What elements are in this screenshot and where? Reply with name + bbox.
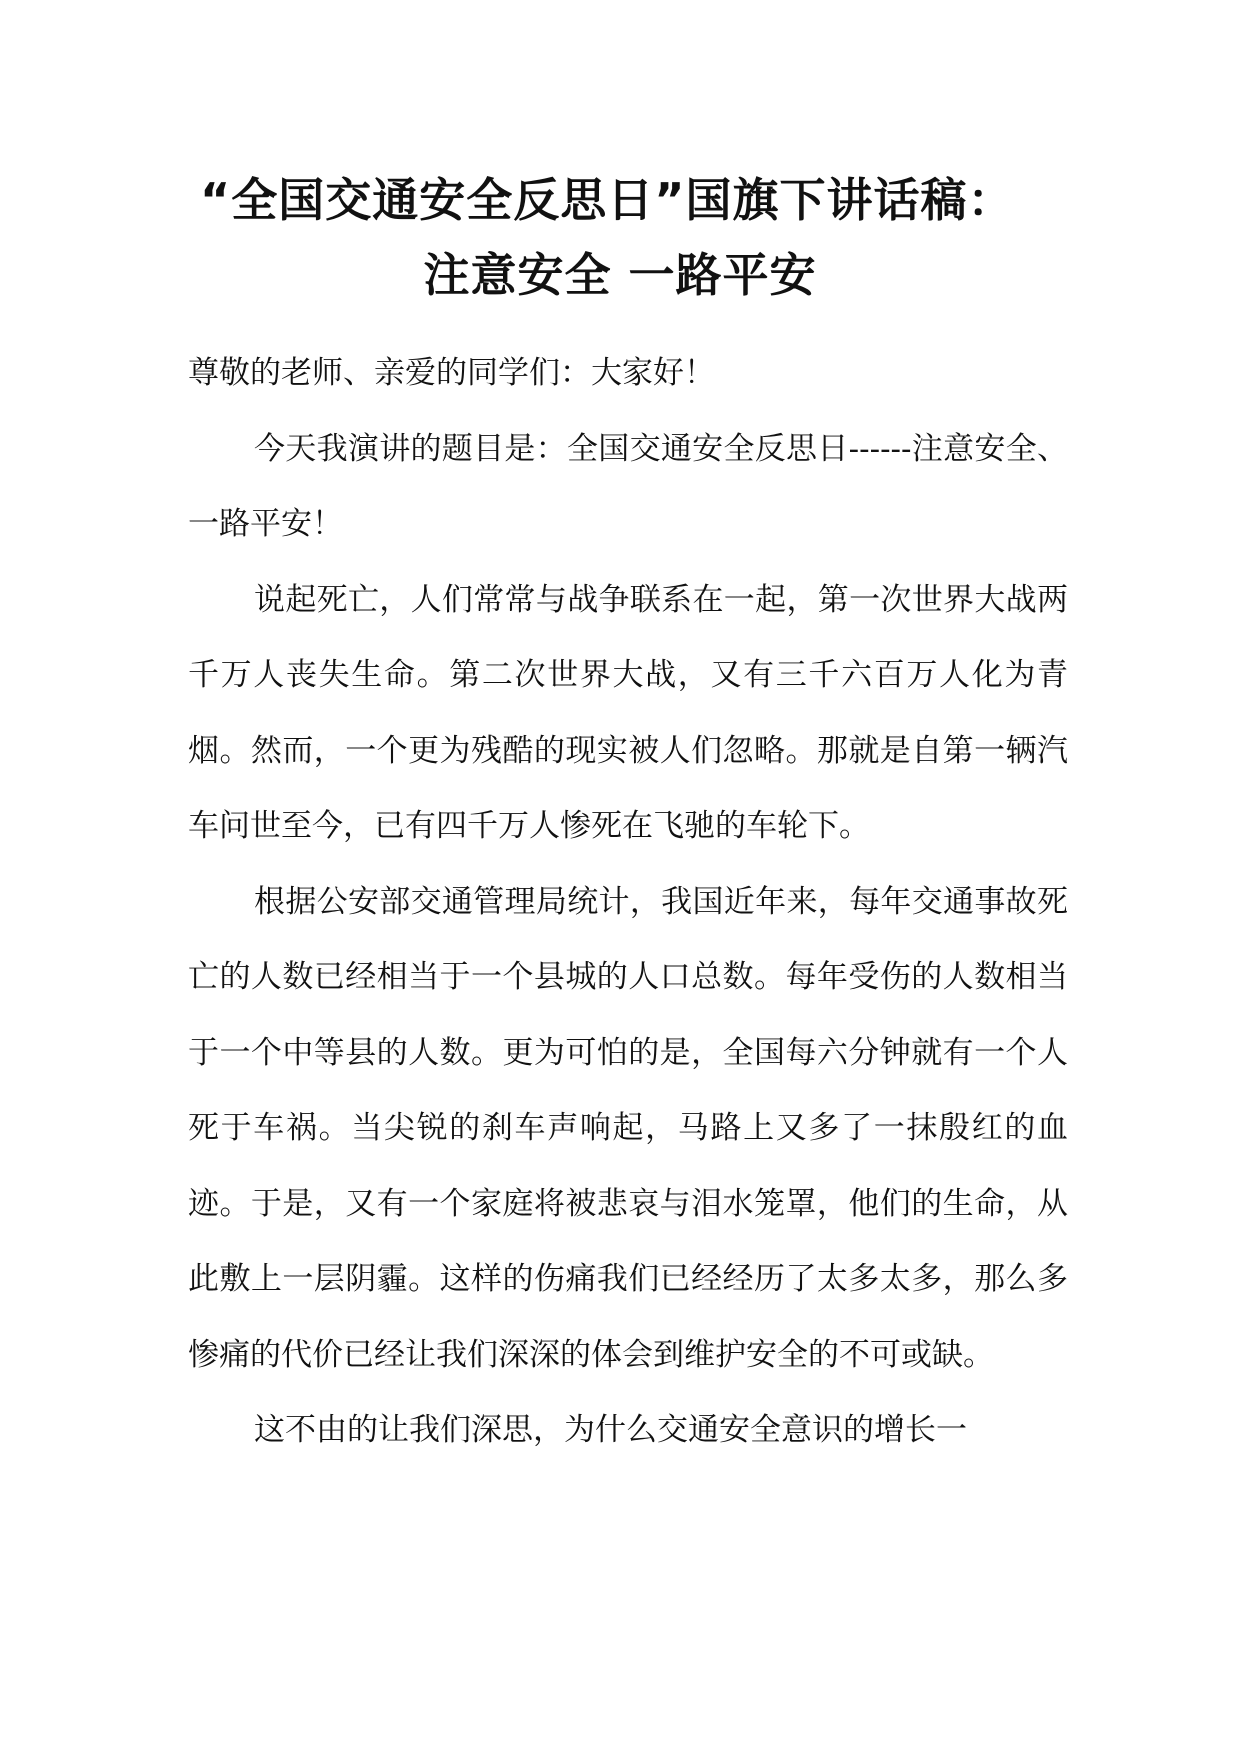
paragraph-statistics: 根据公安部交通管理局统计，我国近年来，每年交通事故死亡的人数已经相当于一个县城的人口总数。每年受伤的人数相当于一个中等县的人数。更为可怕的是，全国每六分钟就有一个人死于车祸。当尖锐的刹车声响起，马路上又多了一抹殷红的血迹。于是，又有一个家庭将被悲哀与泪水笼罩，他们的生命，从此敷上一层阴霾。这样的伤痛我们已经经历了太多太多，那么多惨痛的代价已经让我们深深的体会到维护安全的不可或缺。: [188, 883, 1068, 1373]
speech-body: [188, 336, 1068, 1469]
greeting: 尊敬的老师、亲爱的同学们：大家好！: [188, 355, 715, 391]
title-line-1: “全国交通安全反思日”国旗下讲话稿：: [200, 173, 1015, 227]
paragraph-war-deaths: 说起死亡，人们常常与战争联系在一起，第一次世界大战两千万人丧失生命。第二次世界大战，又有三千六百万人化为青烟。然而，一个更为残酷的现实被人们忽略。那就是自第一辆汽车问世至今，已有四千万人惨死在飞驰的车轮下。: [188, 581, 1068, 844]
paragraph-reflection: 这不由的让我们深思，为什么交通安全意识的增长一: [254, 1412, 967, 1448]
title-line-2: 注意安全 一路平安: [423, 248, 817, 302]
paragraph-topic: 今天我演讲的题目是：全国交通安全反思日------注意安全、一路平安！: [188, 430, 1068, 542]
